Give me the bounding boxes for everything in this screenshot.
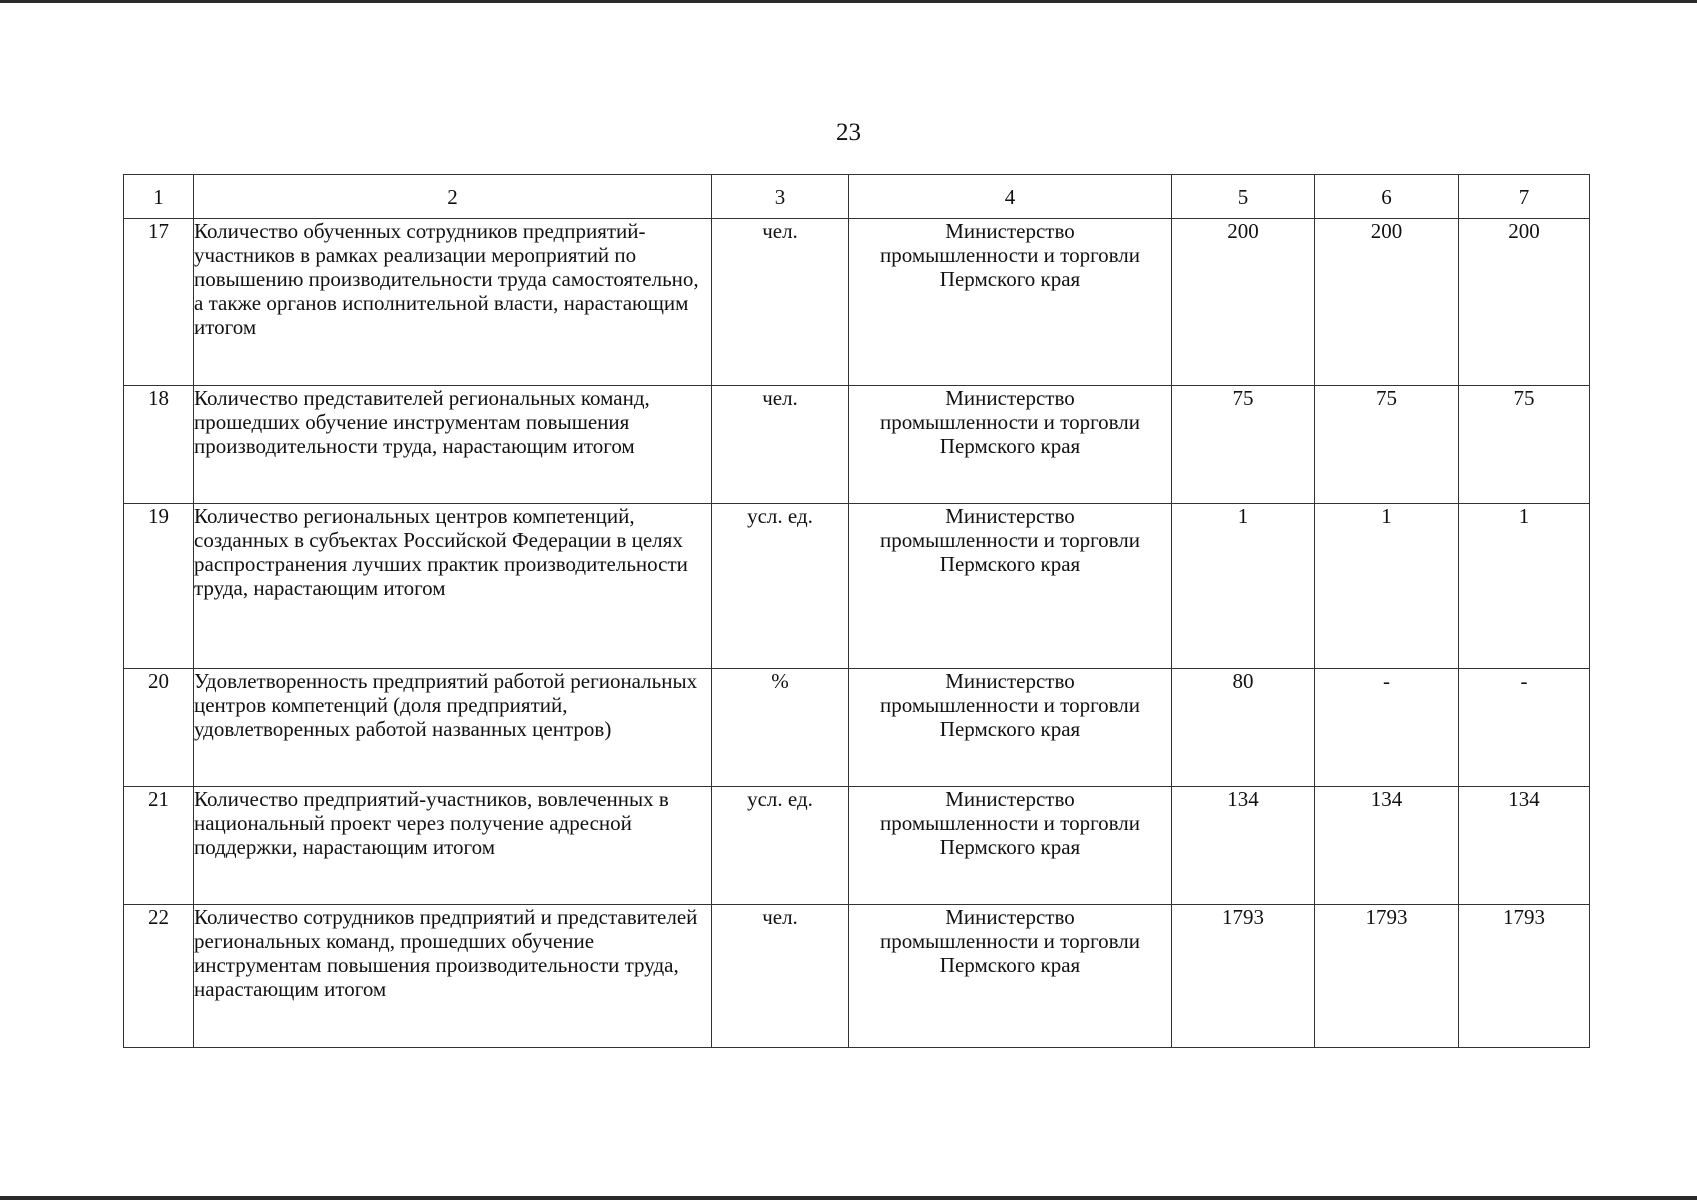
responsible-org: [849, 787, 1172, 905]
responsible-org: [849, 219, 1172, 386]
row-number: 22: [124, 905, 194, 1048]
org-line: Пермского края: [939, 835, 1081, 859]
indicator-name: Количество предприятий-участников, вовлеченных в национальный проект через получение адресной поддержки, нарастающим итогом: [194, 787, 712, 905]
org-line: промышленности и торговли: [879, 528, 1141, 552]
org-line: Министерство: [945, 905, 1075, 929]
row-number: 21: [124, 787, 194, 905]
org-line: Пермского края: [939, 717, 1081, 741]
value-col5: 1: [1172, 504, 1315, 669]
scan-edge-top: [0, 0, 1697, 3]
indicator-name: Количество региональных центров компетенций, созданных в субъектах Российской Федерации в целях распространения лучших практик производительности труда, нарастающим итогом: [194, 504, 712, 669]
header-cell: 6: [1315, 175, 1459, 219]
value-col6: 1: [1315, 504, 1459, 669]
table-header-row: [124, 175, 1590, 219]
org-line: промышленности и торговли: [879, 811, 1141, 835]
value-col5: 200: [1172, 219, 1315, 386]
row-number: 17: [124, 219, 194, 386]
org-line: промышленности и торговли: [879, 929, 1141, 953]
value-col6: 200: [1315, 219, 1459, 386]
indicator-name: Количество обученных сотрудников предприятий-участников в рамках реализации мероприятий по повышению производительности труда самостоятельно, а также органов исполнительной власти, нарастающим итогом: [194, 219, 712, 386]
org-line: Министерство: [945, 669, 1075, 693]
header-cell: 7: [1459, 175, 1590, 219]
page-number: 23: [836, 119, 861, 146]
unit: чел.: [712, 386, 849, 504]
responsible-org: [849, 905, 1172, 1048]
row-number: 18: [124, 386, 194, 504]
org-line: промышленности и торговли: [879, 243, 1141, 267]
value-col5: 75: [1172, 386, 1315, 504]
value-col6: 75: [1315, 386, 1459, 504]
value-col7: 1: [1459, 504, 1590, 669]
org-line: Пермского края: [939, 434, 1081, 458]
responsible-org: [849, 504, 1172, 669]
value-col5: 134: [1172, 787, 1315, 905]
indicator-name: Удовлетворенность предприятий работой региональных центров компетенций (доля предприятий, удовлетворенных работой названных центров): [194, 669, 712, 787]
scan-edge-bottom: [0, 1196, 1697, 1200]
header-cell: 1: [124, 175, 194, 219]
org-line: Пермского края: [939, 953, 1081, 977]
table-row: [124, 787, 1590, 905]
table-row: [124, 504, 1590, 669]
org-line: Министерство: [945, 219, 1075, 243]
value-col6: 134: [1315, 787, 1459, 905]
indicator-name: Количество представителей региональных команд, прошедших обучение инструментам повышения производительности труда, нарастающим итогом: [194, 386, 712, 504]
unit: чел.: [712, 219, 849, 386]
value-col5: 1793: [1172, 905, 1315, 1048]
unit: чел.: [712, 905, 849, 1048]
table-row: [124, 905, 1590, 1048]
row-number: 20: [124, 669, 194, 787]
unit: усл. ед.: [712, 787, 849, 905]
row-number: 19: [124, 504, 194, 669]
table-row: [124, 219, 1590, 386]
indicator-name: Количество сотрудников предприятий и представителей региональных команд, прошедших обучение инструментам повышения производительности труда, нарастающим итогом: [194, 905, 712, 1048]
table-row: [124, 386, 1590, 504]
value-col7: 75: [1459, 386, 1590, 504]
value-col6: -: [1315, 669, 1459, 787]
value-col7: 134: [1459, 787, 1590, 905]
org-line: Пермского края: [939, 552, 1081, 576]
value-col7: 200: [1459, 219, 1590, 386]
unit: %: [712, 669, 849, 787]
header-cell: 2: [194, 175, 712, 219]
org-line: промышленности и торговли: [879, 410, 1141, 434]
table-row: [124, 669, 1590, 787]
org-line: Пермского края: [939, 267, 1081, 291]
org-line: Министерство: [945, 787, 1075, 811]
value-col5: 80: [1172, 669, 1315, 787]
unit: усл. ед.: [712, 504, 849, 669]
responsible-org: [849, 669, 1172, 787]
value-col7: 1793: [1459, 905, 1590, 1048]
header-cell: 4: [849, 175, 1172, 219]
value-col6: 1793: [1315, 905, 1459, 1048]
org-line: Министерство: [945, 504, 1075, 528]
value-col7: -: [1459, 669, 1590, 787]
responsible-org: [849, 386, 1172, 504]
header-cell: 3: [712, 175, 849, 219]
org-line: Министерство: [945, 386, 1075, 410]
header-cell: 5: [1172, 175, 1315, 219]
indicators-table: [123, 174, 1590, 1048]
org-line: промышленности и торговли: [879, 693, 1141, 717]
